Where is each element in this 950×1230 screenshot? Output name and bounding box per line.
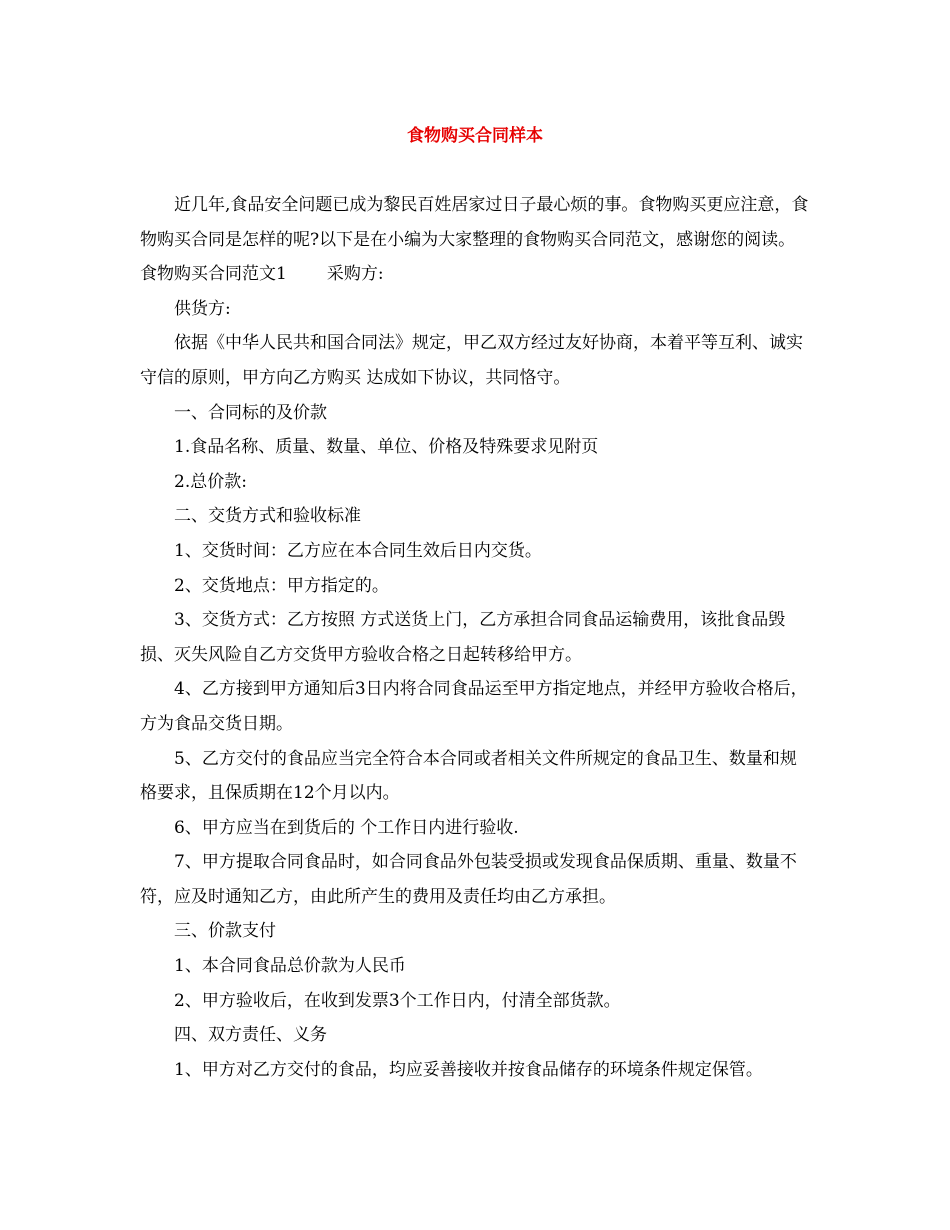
- paragraph: [140, 326, 812, 395]
- paragraph: [140, 292, 812, 327]
- paragraph: [140, 845, 812, 914]
- paragraph: [140, 257, 812, 292]
- paragraph-text: 6、甲方应当在到货后的 个工作日内进行验收.: [174, 817, 519, 838]
- paragraph-text: 3、交货方式：乙方按照 方式送货上门，乙方承担合同食品运输费用，该批食品毁损、灭失风险自乙方交货甲方验收合格之日起转移给甲方。: [140, 610, 786, 665]
- paragraph: [140, 569, 812, 604]
- paragraph-text: 1、本合同食品总价款为人民币: [174, 956, 406, 977]
- paragraph-text: 5、乙方交付的食品应当完全符合本合同或者相关文件所规定的食品卫生、数量和规格要求，且保质期在12个月以内。: [140, 748, 797, 804]
- document-title: 食物购买合同样本: [407, 126, 543, 146]
- paragraph: [140, 430, 812, 465]
- paragraph-suffix: 采购方:: [326, 264, 384, 285]
- paragraph-text: 四、双方责任、义务: [174, 1025, 327, 1046]
- paragraph-text: 4、乙方接到甲方通知后3日内将合同食品运至甲方指定地点，并经甲方验收合格后，方为食品交货日期。: [140, 679, 808, 734]
- paragraph-text: 2、甲方验收后，在收到发票3个工作日内，付清全部货款。: [174, 990, 621, 1011]
- paragraph: [140, 984, 812, 1019]
- paragraph: [140, 396, 812, 431]
- paragraph: [140, 811, 812, 846]
- paragraph-text: 1、交货时间：乙方应在本合同生效后日内交货。: [174, 540, 542, 561]
- paragraph-text: 三、价款支付: [174, 921, 276, 942]
- paragraph: [140, 1018, 812, 1053]
- paragraph: [140, 672, 812, 741]
- paragraph: [140, 188, 812, 257]
- paragraph: [140, 465, 812, 500]
- paragraph: [140, 499, 812, 534]
- paragraph: [140, 1053, 812, 1088]
- paragraph-text: 2.总价款:: [174, 471, 247, 492]
- document-body: [140, 188, 812, 1087]
- paragraph-text: 供货方:: [174, 298, 231, 319]
- paragraph: [140, 914, 812, 949]
- paragraph: [140, 742, 812, 811]
- paragraph-text: 1、甲方对乙方交付的食品，均应妥善接收并按食品储存的环境条件规定保管。: [174, 1059, 763, 1080]
- paragraph-text: 1.食品名称、质量、数量、单位、价格及特殊要求见附页: [174, 437, 599, 458]
- paragraph-text: 一、合同标的及价款: [174, 402, 327, 423]
- paragraph: [140, 949, 812, 984]
- paragraph-text: 依据《中华人民共和国合同法》规定，甲乙双方经过友好协商，本着平等互利、诚实守信的原则，甲方向乙方购买 达成如下协议，共同恪守。: [140, 333, 803, 388]
- paragraph-text: 食物购买合同范文1: [140, 264, 287, 285]
- paragraph: [140, 603, 812, 672]
- paragraph-text: 2、交货地点：甲方指定的。: [174, 575, 389, 596]
- paragraph-text: 二、交货方式和验收标准: [174, 506, 361, 527]
- paragraph-text: 近几年,食品安全问题已成为黎民百姓居家过日子最心烦的事。食物购买更应注意，食物购买合同是怎样的呢?以下是在小编为大家整理的食物购买合同范文，感谢您的阅读。: [140, 195, 809, 250]
- paragraph: [140, 534, 812, 569]
- paragraph-text: 7、甲方提取合同食品时，如合同食品外包装受损或发现食品保质期、重量、数量不符，应及时通知乙方，由此所产生的费用及责任均由乙方承担。: [140, 852, 797, 907]
